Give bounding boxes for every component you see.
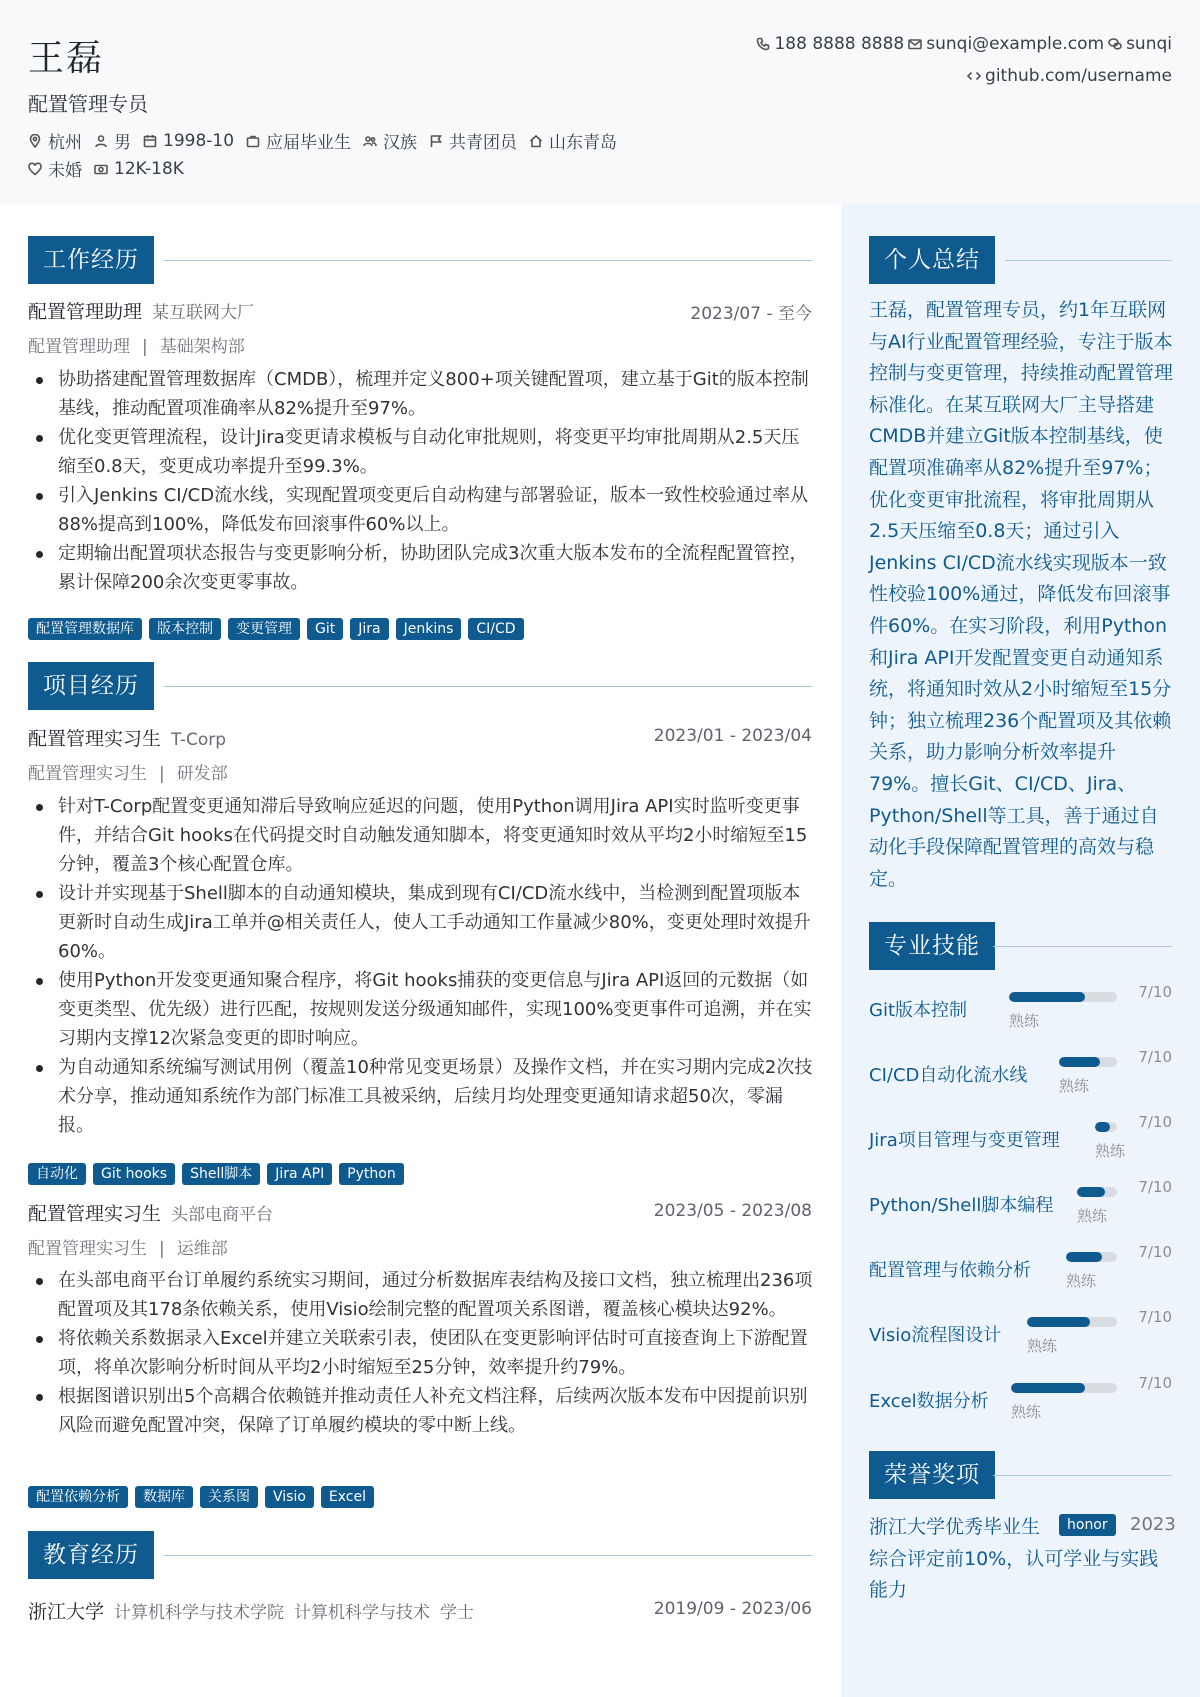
skill-score: 7/10: [1138, 1243, 1172, 1261]
skill-level: 熟练: [1059, 1077, 1090, 1095]
skill-name: Excel数据分析: [869, 1391, 989, 1412]
section-title-summary: 个人总结: [869, 236, 995, 284]
skill-progress-fill: [1077, 1187, 1105, 1197]
info-politics: 共青团员: [429, 128, 517, 153]
skill-name: Jira项目管理与变更管理: [869, 1130, 1060, 1151]
info-gender: 男: [94, 128, 131, 153]
project-tags: [28, 1486, 381, 1508]
section-title-projects: 项目经历: [28, 662, 154, 710]
skill-tag: Excel: [321, 1486, 374, 1508]
skill-level: 熟练: [1066, 1272, 1097, 1290]
divider: [993, 1475, 1172, 1476]
phone[interactable]: 188 8888 8888: [752, 34, 904, 54]
wechat-icon: [1108, 37, 1122, 51]
location-icon: [28, 134, 42, 148]
award-badge: honor: [1059, 1514, 1116, 1536]
skill-level: 熟练: [1011, 1403, 1042, 1421]
info-row-1: [28, 128, 629, 153]
project-bullets: [28, 792, 814, 1140]
skill-tag: Git: [307, 618, 343, 640]
money-icon: [94, 162, 108, 176]
project-date: 2023/05 - 2023/08: [653, 1201, 812, 1221]
skill-progress-bar: [1011, 1383, 1117, 1393]
skill-level: 熟练: [1095, 1142, 1126, 1160]
major: 计算机科学与技术: [294, 1603, 431, 1623]
skill-tag: 关系图: [200, 1486, 258, 1508]
project-sub: 配置管理实习生 | 运维部: [28, 1239, 228, 1259]
work-title: 配置管理助理 某互联网大厂: [28, 301, 255, 323]
skill-score: 7/10: [1138, 983, 1172, 1001]
award-name: 浙江大学优秀毕业生: [869, 1516, 1041, 1538]
project-org: 头部电商平台: [171, 1205, 274, 1225]
flag-icon: [429, 134, 443, 148]
project-sub: 配置管理实习生 | 研发部: [28, 764, 228, 784]
info-ethnicity: 汉族: [363, 128, 417, 153]
skill-name: Git版本控制: [869, 1000, 968, 1021]
skill-score: 7/10: [1138, 1113, 1172, 1131]
contact-row-1: [752, 34, 1172, 54]
skill-progress-fill: [1027, 1317, 1090, 1327]
project-bullets: [28, 1266, 814, 1440]
job-title: 配置管理专员: [28, 92, 148, 116]
skill-score: 7/10: [1138, 1178, 1172, 1196]
candidate-name: 王磊: [28, 38, 105, 79]
skill-name: 配置管理与依赖分析: [869, 1260, 1031, 1281]
section-title-work: 工作经历: [28, 236, 154, 284]
project-title: 配置管理实习生 T-Corp: [28, 728, 227, 750]
info-marital: 未婚: [28, 156, 82, 181]
skill-progress-bar: [1066, 1252, 1117, 1262]
skill-name: Visio流程图设计: [869, 1325, 1002, 1346]
skill-tag: Shell脚本: [182, 1163, 260, 1185]
info-salary: 12K-18K: [94, 159, 184, 179]
list-item: 使用Python开发变更通知聚合程序，将Git hooks捕获的变更信息与Jira API返回的元数据（如变更类型、优先级）进行匹配，按规则发送分级通知邮件，实现100%变更事件可追溯，并在实习期内支撑12次紧急变更的即时响应。: [28, 966, 814, 1053]
person-icon: [94, 134, 108, 148]
school: 浙江大学: [28, 1601, 105, 1623]
skill-level: 熟练: [1077, 1207, 1108, 1225]
project-org: T-Corp: [171, 730, 227, 750]
summary-text: 王磊，配置管理专员，约1年互联网与AI行业配置管理经验，专注于版本控制与变更管理，持续推动配置管理标准化。在某互联网大厂主导搭建CMDB并建立Git版本控制基线，使配置项准确率从82%提升至97%；优化变更审批流程，将审批周期从2.5天压缩至0.8天；通过引入Jenkins CI/CD流水线实现版本一致性校验100%通过，降低发布回滚事件60%。在实习阶段，利用Python和Jira API开发配置变更自动通知系统，将通知时效从2小时缩短至15分钟；独立梳理236个配置项及其依赖关系，助力影响分析效率提升79%。擅长Git、CI/CD、Jira、Python/Shell等工具，善于通过自动化手段保障配置管理的高效与稳定。: [869, 299, 1174, 890]
skill-tag: 配置管理数据库: [28, 618, 142, 640]
skill-name: Python/Shell脚本编程: [869, 1195, 1054, 1216]
skill-level: 熟练: [1009, 1012, 1040, 1030]
skill-tag: 版本控制: [149, 618, 221, 640]
divider: [164, 1555, 812, 1556]
list-item: 协助搭建配置管理数据库（CMDB），梳理并定义800+项关键配置项，建立基于Git的版本控制基线，推动配置项准确率从82%提升至97%。: [28, 365, 814, 423]
skill-progress-bar: [1059, 1057, 1117, 1067]
skill-tag: CI/CD: [468, 618, 523, 640]
award-year: 2023: [1130, 1514, 1176, 1535]
skill-level: 熟练: [1027, 1337, 1058, 1355]
section-title-awards: 荣誉奖项: [869, 1451, 995, 1499]
skill-tag: Visio: [265, 1486, 314, 1508]
skill-tag: Python: [339, 1163, 404, 1185]
work-org: 某互联网大厂: [152, 303, 255, 323]
skill-progress-bar: [1027, 1317, 1117, 1327]
skill-name: CI/CD自动化流水线: [869, 1065, 1028, 1086]
skill-progress-fill: [1095, 1122, 1110, 1132]
github[interactable]: github.com/username: [963, 66, 1172, 86]
skill-tag: 数据库: [135, 1486, 193, 1508]
education-entry: [28, 1597, 474, 1624]
skill-score: 7/10: [1138, 1374, 1172, 1392]
section-title-skills: 专业技能: [869, 922, 995, 970]
skill-progress-fill: [1066, 1252, 1102, 1262]
work-bullets: [28, 365, 814, 597]
skill-progress-fill: [1059, 1057, 1100, 1067]
briefcase-icon: [246, 134, 260, 148]
list-item: 设计并实现基于Shell脚本的自动通知模块，集成到现有CI/CD流水线中，当检测到配置项版本更新时自动生成Jira工单并@相关责任人，使人工手动通知工作量减少80%，变更处理时效提升60%。: [28, 879, 814, 966]
divider: [164, 686, 812, 687]
list-item: 针对T-Corp配置变更通知滞后导致响应延迟的问题，使用Python调用Jira API实时监听变更事件，并结合Git hooks在代码提交时自动触发通知脚本，将变更通知时效从平均2小时缩短至15分钟，覆盖3个核心配置仓库。: [28, 792, 814, 879]
skill-tag: 自动化: [28, 1163, 86, 1185]
degree: 学士: [440, 1603, 475, 1623]
work-sub: 配置管理助理 | 基础架构部: [28, 337, 245, 357]
skill-tag: Jira: [350, 618, 388, 640]
skill-tag: Git hooks: [93, 1163, 175, 1185]
email[interactable]: sunqi@example.com: [904, 34, 1104, 54]
list-item: 将依赖关系数据录入Excel并建立关联索引表，使团队在变更影响评估时可直接查询上下游配置项，将单次影响分析时间从平均2小时缩短至25分钟，效率提升约79%。: [28, 1324, 814, 1382]
header: [0, 0, 1200, 204]
skill-progress-fill: [1011, 1383, 1085, 1393]
work-date: 2023/07 - 至今: [690, 304, 812, 324]
home-icon: [529, 134, 543, 148]
wechat[interactable]: sunqi: [1104, 34, 1172, 54]
contact-row-2: [963, 66, 1172, 86]
list-item: 根据图谱识别出5个高耦合依赖链并推动责任人补充文档注释，后续两次版本发布中因提前识别风险而避免配置冲突，保障了订单履约模块的零中断上线。: [28, 1382, 814, 1440]
group-icon: [363, 134, 377, 148]
project-title: 配置管理实习生 头部电商平台: [28, 1203, 274, 1225]
calendar-icon: [143, 134, 157, 148]
project-tags: [28, 1163, 411, 1185]
code-icon: [967, 69, 981, 83]
skill-progress-bar: [1095, 1122, 1117, 1132]
skill-tag: Jenkins: [396, 618, 462, 640]
list-item: 在头部电商平台订单履约系统实习期间，通过分析数据库表结构及接口文档，独立梳理出236项配置项及其178条依赖关系，使用Visio绘制完整的配置项关系图谱，覆盖核心模块达92%。: [28, 1266, 814, 1324]
info-birth: 1998-10: [143, 131, 234, 151]
divider: [1005, 260, 1172, 261]
info-hometown: 山东青岛: [529, 128, 617, 153]
skill-progress-bar: [1077, 1187, 1117, 1197]
info-row-2: [28, 156, 196, 181]
college: 计算机科学与技术学院: [114, 1603, 285, 1623]
skill-tag: 变更管理: [228, 618, 300, 640]
skill-progress-fill: [1009, 992, 1085, 1002]
award-desc: 综合评定前10%，认可学业与实践能力: [869, 1548, 1159, 1601]
education-date: 2019/09 - 2023/06: [653, 1599, 812, 1619]
info-location: 杭州: [28, 128, 82, 153]
skill-score: 7/10: [1138, 1308, 1172, 1326]
work-tags: [28, 618, 531, 640]
project-date: 2023/01 - 2023/04: [653, 726, 812, 746]
section-title-education: 教育经历: [28, 1531, 154, 1579]
divider: [164, 260, 812, 261]
list-item: 引入Jenkins CI/CD流水线，实现配置项变更后自动构建与部署验证，版本一致性校验通过率从88%提高到100%，降低发布回滚事件60%以上。: [28, 481, 814, 539]
mail-icon: [908, 37, 922, 51]
skill-progress-bar: [1009, 992, 1117, 1002]
list-item: 定期输出配置项状态报告与变更影响分析，协助团队完成3次重大版本发布的全流程配置管控，累计保障200余次变更零事故。: [28, 539, 814, 597]
skill-tag: 配置依赖分析: [28, 1486, 128, 1508]
phone-icon: [756, 37, 770, 51]
heart-icon: [28, 162, 42, 176]
skill-tag: Jira API: [267, 1163, 332, 1185]
divider: [993, 946, 1172, 947]
info-status: 应届毕业生: [246, 128, 351, 153]
list-item: 为自动通知系统编写测试用例（覆盖10种常见变更场景）及操作文档，并在实习期内完成2次技术分享，推动通知系统作为部门标准工具被采纳，后续月均处理变更通知请求超50次，零漏报。: [28, 1053, 814, 1140]
list-item: 优化变更管理流程，设计Jira变更请求模板与自动化审批规则，将变更平均审批周期从2.5天压缩至0.8天，变更成功率提升至99.3%。: [28, 423, 814, 481]
skill-score: 7/10: [1138, 1048, 1172, 1066]
